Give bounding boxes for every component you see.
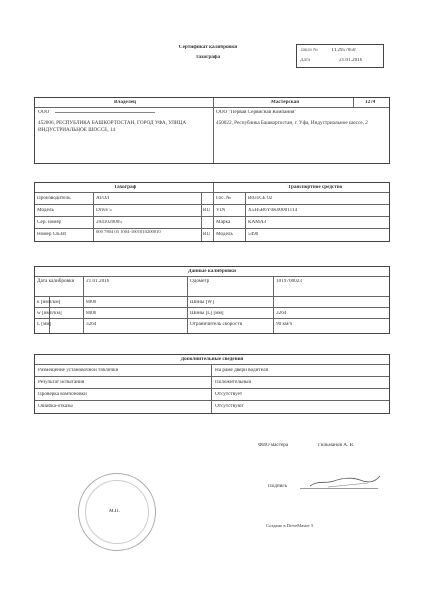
owner-name-underline <box>55 112 155 113</box>
vehicle-vin-label: VIN <box>216 208 226 213</box>
tire-l-value: 3264 <box>276 311 287 316</box>
speed-limiter-label: Ограничитель скорости <box>190 322 243 327</box>
certificate-number-box <box>296 44 384 68</box>
stamp-text: М.П. <box>109 509 120 514</box>
calibration-section <box>34 266 390 334</box>
workshop-address: 450022, Республика Башкортостан, г. Уфа, Индустриальное шоссе, 2 <box>216 120 368 126</box>
tire-w-label: Шины [W] <box>190 300 214 305</box>
k-label: к [имп/км] <box>37 300 61 305</box>
vehicle-header: Транспортное средство <box>287 185 343 190</box>
vehicle-brand-value: КАМАЗ <box>248 220 267 225</box>
calibration-date-label: Дата калибровки <box>37 278 75 284</box>
order-number: ТТ2957050 <box>331 48 356 53</box>
master-fio-value: Гильманов А. В. <box>318 443 355 448</box>
tachograph-vehicle-section <box>34 182 390 242</box>
footer-generator: Создано в DriveMaster 5 <box>266 523 314 528</box>
layout-check-value: Отсутствует <box>215 392 243 397</box>
tacho-skzi-flag: RU <box>203 232 211 237</box>
tacho-manufacturer-value: АТОЛ <box>96 196 110 201</box>
master-fio-label: ФИО мастера <box>258 443 289 448</box>
signature-label: Подпись <box>268 484 288 489</box>
vehicle-plate-label: Гос. № <box>216 196 232 201</box>
l-value: 3264 <box>86 322 97 327</box>
tacho-model-value: Drive 5 <box>96 208 112 213</box>
tacho-serial-value: 2041020005 <box>96 220 122 225</box>
tachograph-header: Тахограф <box>113 185 137 190</box>
odometer-value: 1019700023 <box>276 279 302 284</box>
speed-limiter-value: 90 км/ч <box>276 322 293 327</box>
vehicle-plate-value: В031СЕ 02 <box>248 196 273 201</box>
owner-name: ООО <box>38 110 50 115</box>
date-value: 21.01.2016 <box>339 58 363 63</box>
tire-l-label: Шины [L] [мм] <box>190 311 224 316</box>
additional-header: Дополнительные сведения <box>180 357 244 362</box>
handwritten-signature <box>308 474 382 490</box>
vehicle-vin-value: X5H5B6Y0K00001114 <box>248 208 298 213</box>
tacho-serial-label: Сер. номер <box>37 220 62 225</box>
additional-info-section <box>34 354 390 414</box>
errors-label: Ошибка-отказы <box>38 404 73 409</box>
tacho-model-label: Модель <box>37 208 54 213</box>
vehicle-brand-label: Марка <box>216 220 231 225</box>
test-result-label: Результат испытания <box>38 380 85 385</box>
calibration-header: Данные калибровки <box>188 269 236 274</box>
w-value: 8000 <box>86 311 97 316</box>
workshop-name: ООО "Первая Сервисная Компания" <box>216 110 297 115</box>
owner-header: Владелец <box>113 100 137 105</box>
order-label: Заказ № <box>300 48 318 53</box>
owner-workshop-section <box>34 97 390 164</box>
workshop-code: 1274 <box>365 100 376 105</box>
certificate-title: Сертификат калибровки <box>178 45 238 50</box>
vehicle-model-label: Модель <box>216 232 233 237</box>
l-label: L [мм] <box>37 322 52 327</box>
tacho-skzi-value: 000 7804 03 1004-1001010200010 <box>96 229 161 234</box>
certificate-subtitle: тахографа <box>195 55 221 60</box>
tacho-skzi-label: Номер СКЗИ <box>37 232 66 237</box>
date-label: Дата <box>300 58 311 63</box>
stamp-seal <box>78 473 156 551</box>
tacho-manufacturer-label: Производитель <box>37 196 71 201</box>
tacho-model-flag: RU <box>203 208 211 213</box>
plate-location-value: На раме двери водителя <box>215 368 268 373</box>
k-value: 8000 <box>86 300 97 305</box>
owner-address: 452006, РЕСПУБЛИКА БАШКОРТОСТАН, ГОРОД УФА, УЛИЦА ИНДУСТРИАЛЬНОЕ ШОССЕ, 14 <box>38 120 187 133</box>
errors-value: Отсутствуют <box>215 404 244 409</box>
vehicle-model-value: 5490 <box>248 232 259 237</box>
workshop-header: Мастерская <box>270 100 300 105</box>
w-label: w [имп/км] <box>37 311 62 316</box>
test-result-value: Положительный <box>215 380 252 385</box>
calibration-date-value: 21.01.2016 <box>86 279 110 284</box>
layout-check-label: Проверка компоновки <box>38 392 87 397</box>
plate-location-label: Размещение установочной таблички <box>38 368 119 373</box>
odometer-label: Одометр <box>190 279 210 284</box>
